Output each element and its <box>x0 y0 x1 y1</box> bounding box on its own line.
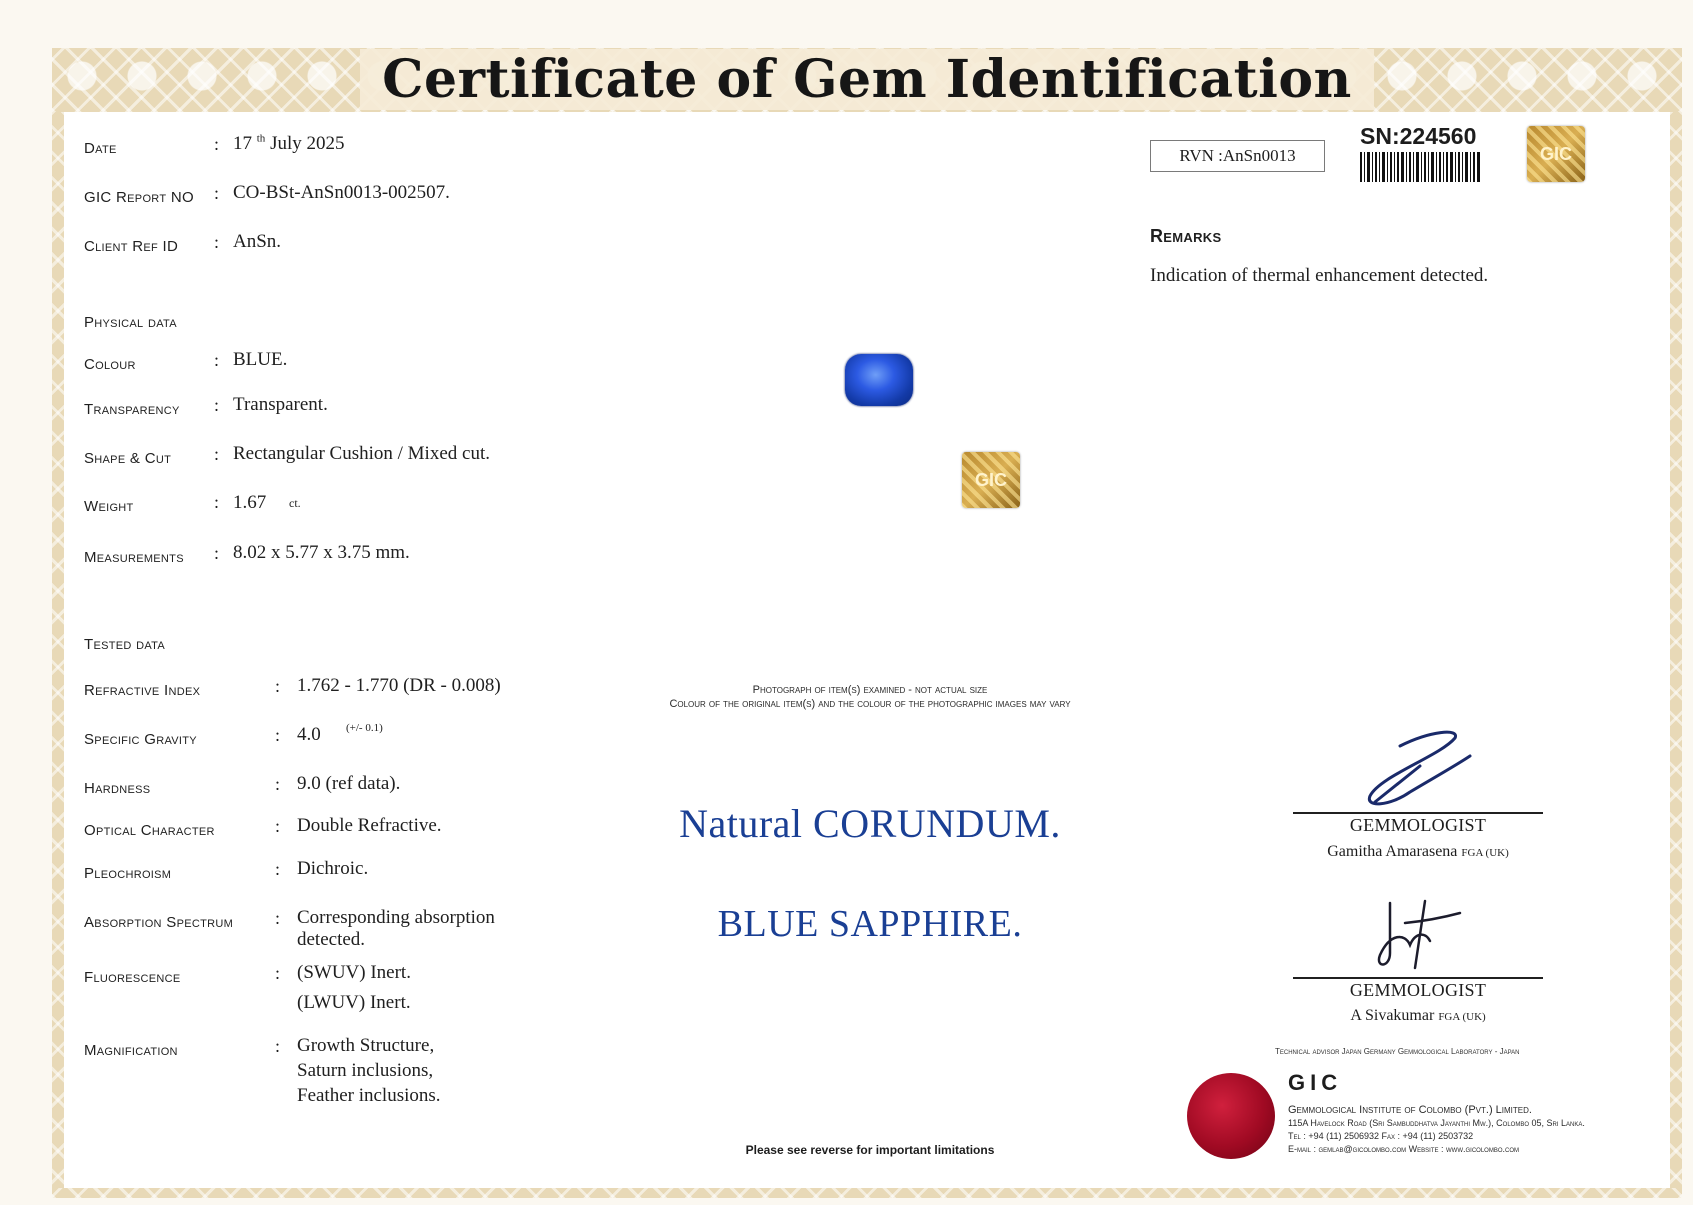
date-value <box>233 133 345 155</box>
colon: : <box>214 543 220 563</box>
colon: : <box>275 774 281 794</box>
pleochroism-label: Pleochroism <box>84 865 172 882</box>
colon: : <box>214 134 220 154</box>
colour-value: BLUE. <box>233 349 288 370</box>
magnification-label: Magnification <box>84 1042 178 1059</box>
photo-disclaimer <box>560 683 1180 711</box>
signature-1 <box>1360 726 1480 812</box>
pleochroism-value: Dichroic. <box>297 858 369 879</box>
signature-line-2 <box>1293 977 1543 979</box>
report-no-label: GIC Report NO <box>84 189 194 206</box>
gic-hologram-sticker-center: GIC <box>962 452 1020 508</box>
weight-unit: ct. <box>289 496 301 510</box>
magnification-line-1: Growth Structure, <box>297 1035 435 1056</box>
magnification-line-3: Feather inclusions. <box>297 1085 441 1106</box>
fluorescence-label: Fluorescence <box>84 969 181 986</box>
reverse-note: Please see reverse for important limitations <box>745 1143 995 1157</box>
colon: : <box>275 908 281 928</box>
signature-2 <box>1370 893 1470 973</box>
magnification-line-2: Saturn inclusions, <box>297 1060 434 1081</box>
hardness-label: Hardness <box>84 780 151 797</box>
colon: : <box>214 350 220 370</box>
specific-gravity-value: 4.0 <box>297 724 321 745</box>
measurements-value: 8.02 x 5.77 x 3.75 mm. <box>233 542 410 563</box>
signature-line-1 <box>1293 812 1543 814</box>
client-ref-value: AnSn. <box>233 231 282 252</box>
client-ref-label: Client Ref ID <box>84 238 179 255</box>
colon: : <box>214 232 220 252</box>
colon: : <box>275 816 281 836</box>
right-border <box>1670 112 1682 1198</box>
colon: : <box>214 444 220 464</box>
colon: : <box>275 859 281 879</box>
transparency-label: Transparency <box>84 401 180 418</box>
institute-name: Gemmological Institute of Colombo (Pvt.) Limited. <box>1288 1104 1532 1116</box>
rvn-box: RVN :AnSn0013 <box>1150 140 1325 172</box>
optical-character-value: Double Refractive. <box>297 815 442 836</box>
transparency-value: Transparent. <box>233 394 328 415</box>
colon: : <box>214 395 220 415</box>
weight-label: Weight <box>84 498 134 515</box>
result-variety: BLUE SAPPHIRE. <box>717 903 1023 945</box>
specific-gravity-tolerance: (+/- 0.1) <box>346 722 383 734</box>
remarks-text: Indication of thermal enhancement detected. <box>1150 265 1489 286</box>
absorption-spectrum-label: Absorption Spectrum <box>84 914 234 931</box>
certificate-title: Certificate of Gem Identification <box>52 48 1682 112</box>
gemmologist-1-title: GEMMOLOGIST <box>1349 815 1487 835</box>
certificate <box>52 48 1682 1198</box>
report-no-value: CO-BSt-AnSn0013-002507. <box>233 182 450 203</box>
result-species: Natural CORUNDUM. <box>679 801 1061 846</box>
fluorescence-swuv: (SWUV) Inert. <box>297 962 411 983</box>
serial-number: SN:224560 <box>1360 123 1477 149</box>
specific-gravity-label: Specific Gravity <box>84 731 197 748</box>
shape-cut-value: Rectangular Cushion / Mixed cut. <box>233 443 490 464</box>
gic-hologram-sticker: GIC <box>1527 126 1585 182</box>
hardness-value: 9.0 (ref data). <box>297 773 401 794</box>
colon: : <box>275 725 281 745</box>
colon: : <box>214 492 220 512</box>
optical-character-label: Optical Character <box>84 822 215 839</box>
institute-contact: E-mail : gemlab@gicolombo.com Website : www.gicolombo.com <box>1288 1144 1519 1154</box>
gemmologist-2-name: A Sivakumar FGA (UK) <box>1350 1007 1486 1024</box>
absorption-spectrum-line-1: Corresponding absorption <box>297 907 495 928</box>
refractive-index-label: Refractive Index <box>84 682 201 699</box>
gem-photo <box>845 354 913 406</box>
weight-value: 1.67 <box>233 492 267 513</box>
tested-data-heading: Tested data <box>84 636 166 653</box>
colon: : <box>275 963 281 983</box>
fluorescence-lwuv: (LWUV) Inert. <box>297 992 411 1013</box>
physical-data-heading: Physical data <box>84 314 177 331</box>
gemmologist-1-name: Gamitha Amarasena FGA (UK) <box>1327 843 1509 860</box>
date-text: 17 $^{th}$ July 2025 <box>233 133 345 155</box>
colon: : <box>275 1036 281 1056</box>
bottom-border <box>52 1188 1682 1198</box>
colon: : <box>275 676 281 696</box>
wax-seal <box>1187 1073 1275 1159</box>
gemmologist-2-title: GEMMOLOGIST <box>1349 980 1487 1000</box>
shape-cut-label: Shape & Cut <box>84 450 172 467</box>
colon: : <box>214 183 220 203</box>
colour-label: Colour <box>84 356 136 373</box>
technical-advisor: Technical advisor Japan Germany Gemmological Laboratory - Japan <box>1275 1047 1520 1056</box>
measurements-label: Measurements <box>84 549 184 566</box>
barcode <box>1360 152 1480 182</box>
date-label: Date <box>84 140 117 157</box>
absorption-spectrum-line-2: detected. <box>297 929 366 950</box>
institute-tel-fax: Tel : +94 (11) 2506932 Fax : +94 (11) 2503732 <box>1288 1131 1474 1141</box>
institute-address: 115A Havelock Road (Sri Sambuddhatva Jayanthi Mw.), Colombo 05, Sri Lanka. <box>1288 1118 1585 1128</box>
left-border <box>52 112 64 1198</box>
photo-disclaimer-line-2: Colour of the original item(s) and the colour of the photographic images may vary <box>669 698 1071 710</box>
institute-short-name: GIC <box>1288 1070 1343 1095</box>
photo-disclaimer-line-1: Photograph of item(s) examined - not actual size <box>752 684 988 696</box>
remarks-heading: Remarks <box>1150 226 1222 246</box>
refractive-index-value: 1.762 - 1.770 (DR - 0.008) <box>297 675 501 696</box>
